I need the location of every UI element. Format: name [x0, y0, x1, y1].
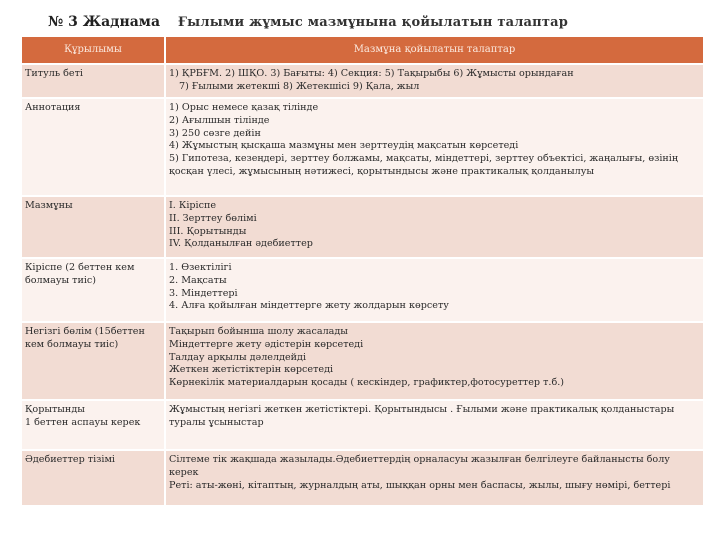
content-line: Тақырып бойынша шолу жасалады	[169, 326, 348, 337]
content-line: 4. Алға қойылған міндеттерге жету жолдарын көрсету	[169, 300, 449, 312]
row-label: Мазмұны	[22, 196, 165, 258]
content-line: 4) Жұмыстың қысқаша мазмұны мен зерттеудің мақсатын көрсетеді	[169, 140, 519, 152]
content-line: 3. Міндеттері	[169, 287, 238, 299]
row-content	[165, 400, 704, 450]
row-label: Қорытынды 1 беттен аспауы керек	[22, 400, 165, 450]
appendix-number: № 3 Жаднама	[48, 14, 161, 30]
row-content	[165, 64, 704, 98]
table-row	[22, 64, 704, 98]
row-content	[165, 98, 704, 196]
content-line: Көрнекілік материалдарын қосады ( кескіндер, графиктер,фотосуреттер т.б.)	[169, 377, 565, 388]
slide-heading	[0, 14, 720, 36]
row-content	[165, 322, 704, 400]
table-header-row	[22, 37, 704, 64]
column-header-structure: Құрылымы	[22, 37, 165, 64]
content-line: Талдау арқылы дәлелдейді	[169, 351, 307, 363]
row-label: Негізгі бөлім (15беттен кем болмауы тиіс)	[22, 322, 165, 400]
table-row	[22, 258, 704, 322]
row-label: Әдебиеттер тізімі	[22, 450, 165, 506]
content-line: III. Қорытынды	[169, 225, 247, 237]
content-line: 7) Ғылыми жетекші 8) Жетекшісі 9) Қала, жыл	[179, 80, 420, 92]
row-label: Титуль беті	[22, 64, 165, 98]
content-line: Міндеттерге жету әдістерін көрсетеді	[169, 338, 364, 350]
row-label: Аннотация	[22, 98, 165, 196]
content-line: 2. Мақсаты	[169, 274, 227, 286]
content-line: 1. Өзектілігі	[169, 262, 232, 273]
requirements-table	[22, 37, 705, 507]
content-line: 1) ҚРБҒМ. 2) ШҚО. 3) Бағыты: 4) Секция: 5) Тақырыбы 6) Жұмысты орындаған	[169, 68, 574, 79]
table-row	[22, 450, 704, 506]
table-row	[22, 98, 704, 196]
content-line: 2) Ағылшын тілінде	[169, 114, 270, 126]
content-line: Сілтеме тік жақшада жазылады.Әдебиеттердің орналасуы жазылған белгілеуге байланысты болу керек	[169, 454, 670, 478]
content-line: 5) Гипотеза, кезеңдері, зерттеу болжамы, мақсаты, міндеттері, зерттеу объектісі, жаңалығы, өзінің қосқан үлесі, жұмысының нәтижесі, қорытындысы және практикалық қолданылуы	[169, 153, 679, 177]
content-line: II. Зерттеу бөлімі	[169, 212, 257, 224]
slide-title: Ғылыми жұмыс мазмұнына қойылатын талаптар	[178, 15, 569, 30]
row-content	[165, 196, 704, 258]
table-row	[22, 196, 704, 258]
content-line: Жеткен жетістіктерін көрсетеді	[169, 364, 334, 376]
content-line: 1) Орыс немесе қазақ тілінде	[169, 102, 319, 113]
table-row	[22, 400, 704, 450]
content-line: Реті: аты-жөні, кітаптың, журналдың аты, шыққан орны мен баспасы, жылы, шығу нөмірі, беттері	[169, 479, 671, 491]
column-header-requirements: Мазмұна қойылатын талаптар	[165, 37, 704, 64]
row-label: Кіріспе (2 беттен кем болмауы тиіс)	[22, 258, 165, 322]
table-row	[22, 322, 704, 400]
content-line: I. Кіріспе	[169, 200, 217, 211]
content-line: 3) 250 сөзге дейін	[169, 127, 261, 139]
row-content	[165, 450, 704, 506]
row-content	[165, 258, 704, 322]
content-line: IV. Қолданылған әдебиеттер	[169, 238, 313, 250]
content-line: Жұмыстың негізгі жеткен жетістіктері. Қорытындысы . Ғылыми және практикалық қолданыстары туралы ұсыныстар	[169, 404, 675, 428]
